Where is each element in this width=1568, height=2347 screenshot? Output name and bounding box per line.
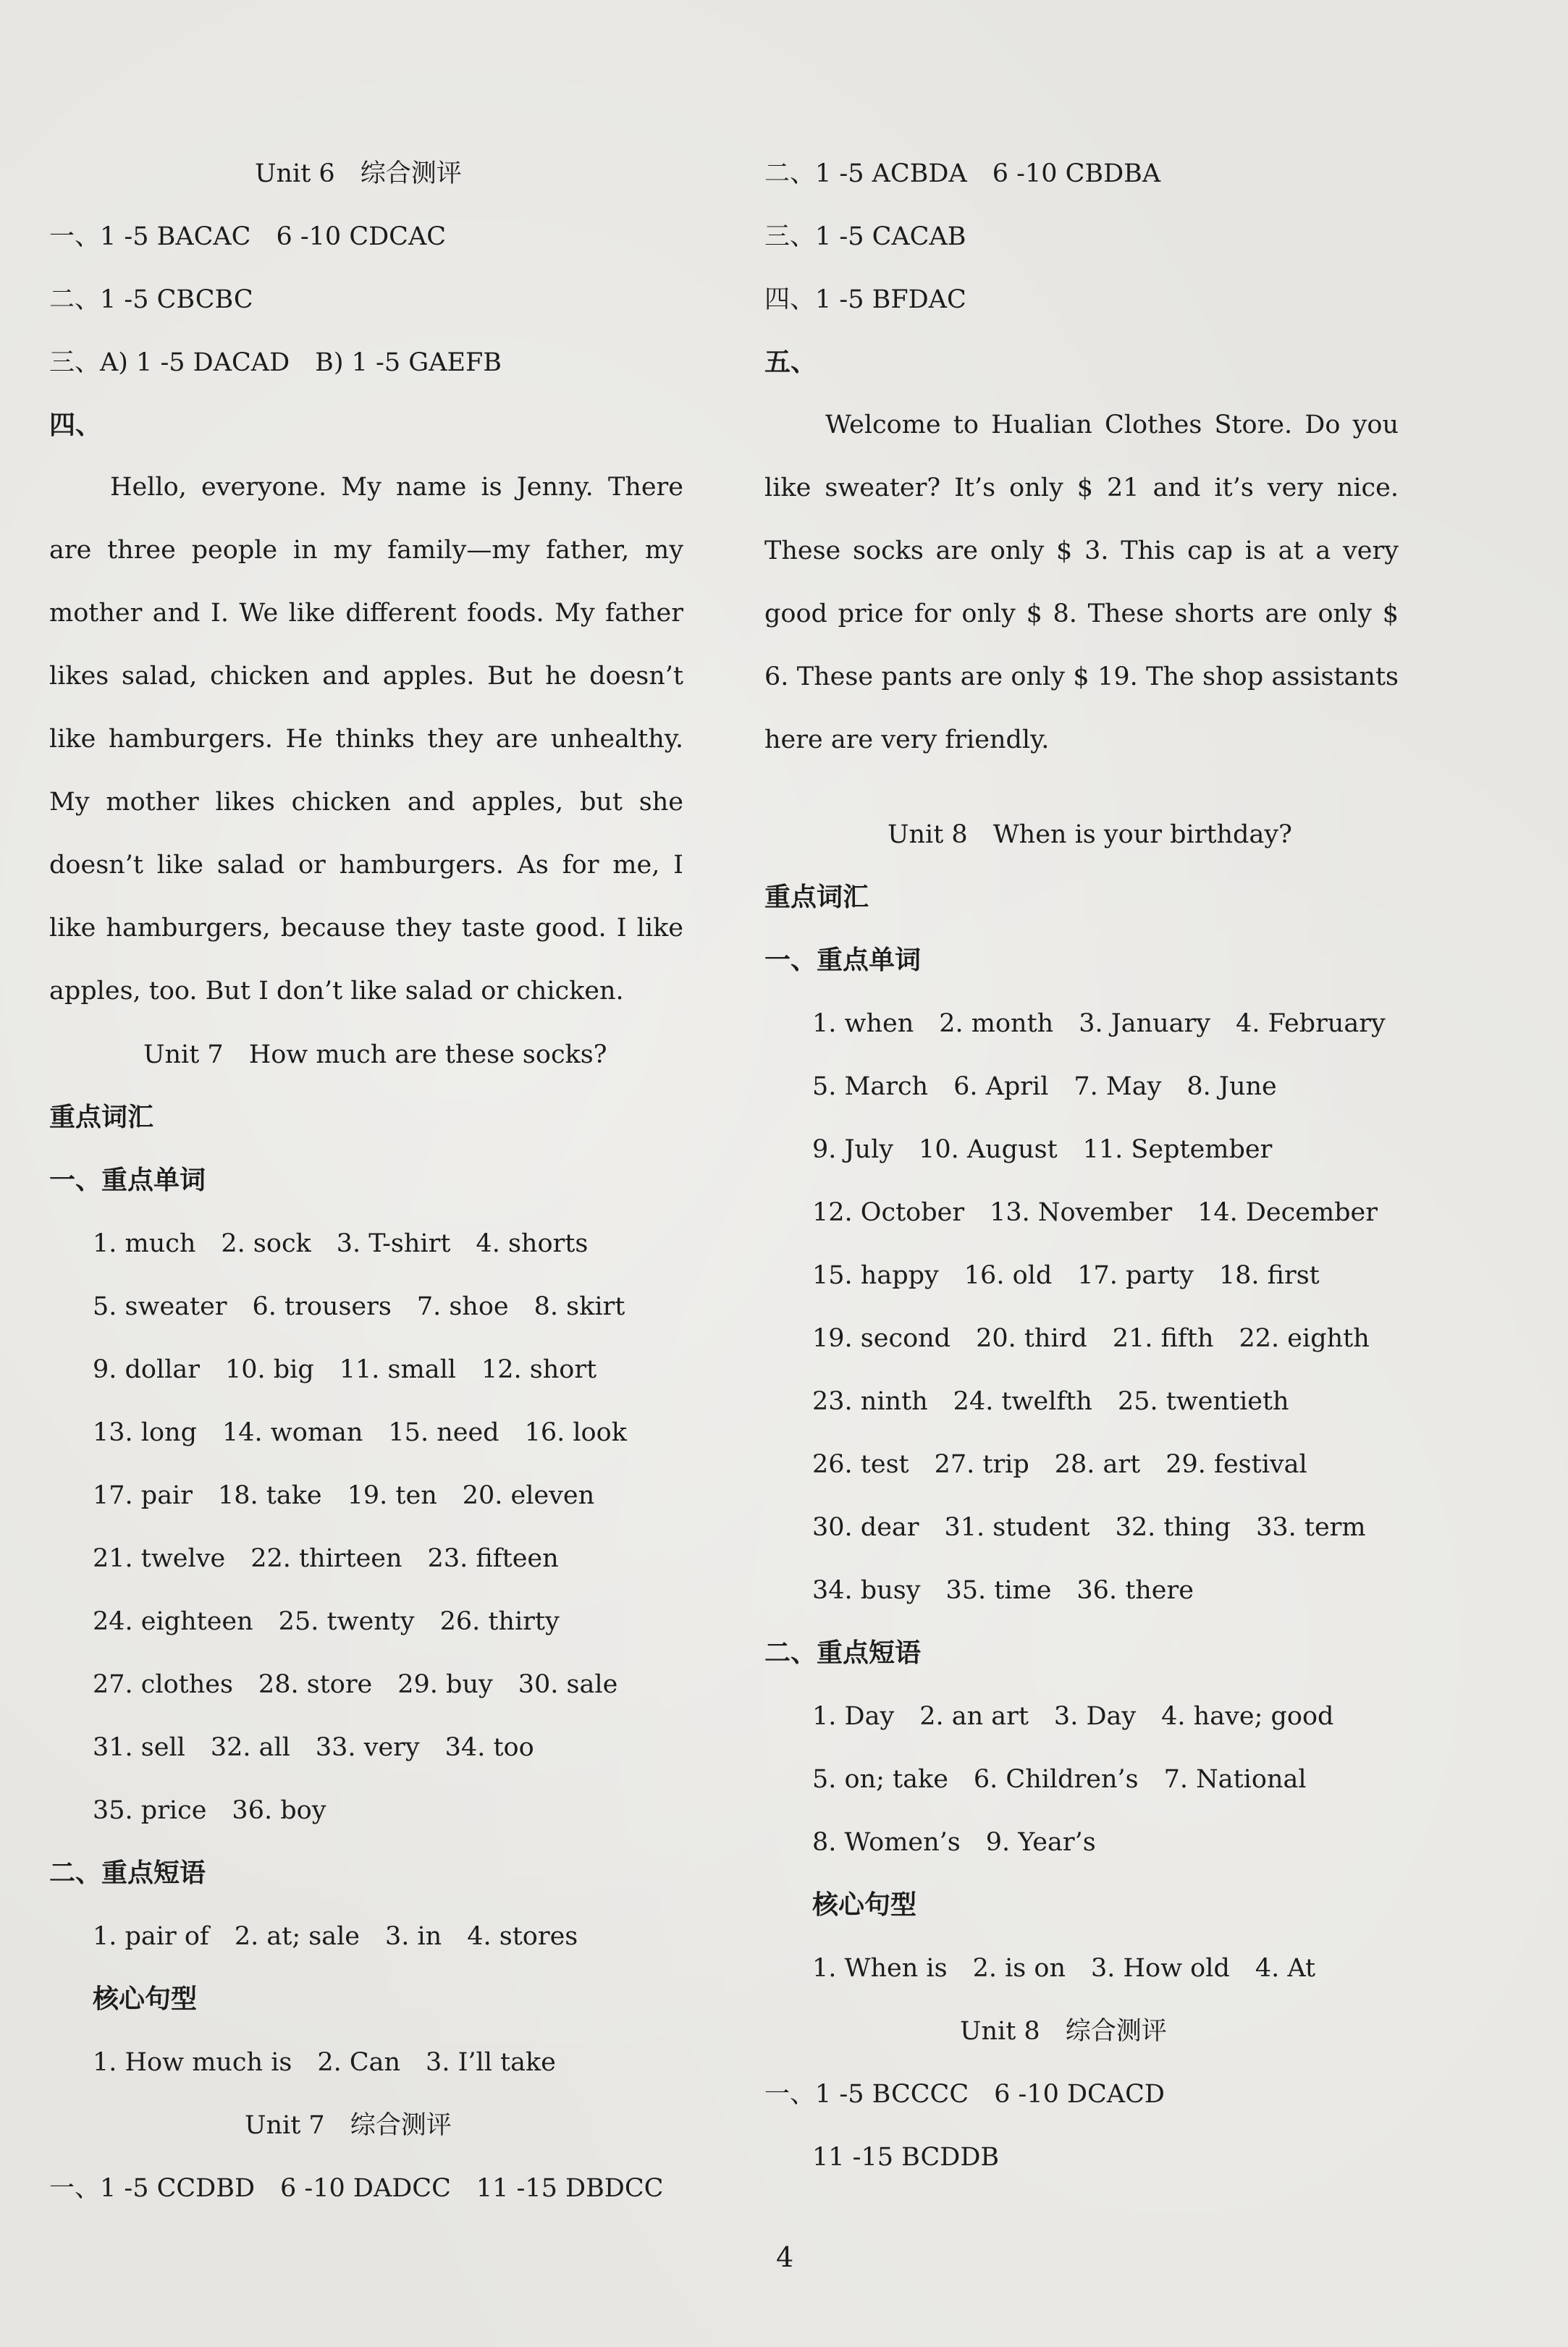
- unit6-part4-label: 四、: [49, 410, 102, 440]
- unit6-passage: [49, 456, 683, 1023]
- unit8-words-line: 26. test 27. trip 28. art 29. festival: [812, 1450, 1307, 1479]
- unit7-test-part5-label: 五、: [764, 347, 817, 377]
- unit8-words-line: 30. dear 31. student 32. thing 33. term: [812, 1513, 1366, 1542]
- unit7-test-part2: 二、1 -5 ACBDA 6 -10 CBDBA: [764, 159, 1161, 188]
- unit7-words-line: 1. much 2. sock 3. T-shirt 4. shorts: [93, 1229, 589, 1258]
- unit7-phrases: 1. pair of 2. at; sale 3. in 4. stores: [93, 1922, 578, 1951]
- unit7-core-sentences: 1. How much is 2. Can 3. I’ll take: [93, 2048, 556, 2077]
- unit8-words-line: 19. second 20. third 21. fifth 22. eighth: [812, 1324, 1370, 1353]
- unit7-test-part1: 一、1 -5 CCDBD 6 -10 DADCC 11 -15 DBDCC: [49, 2174, 664, 2203]
- unit7-words-line: 31. sell 32. all 33. very 34. too: [93, 1733, 534, 1762]
- unit8-phrases-line: 8. Women’s 9. Year’s: [812, 1828, 1096, 1857]
- unit8-words-line: 12. October 13. November 14. December: [812, 1198, 1378, 1227]
- unit7-words-line: 27. clothes 28. store 29. buy 30. sale: [93, 1670, 618, 1699]
- unit7-test-title: Unit 7 综合测评: [245, 2111, 452, 2140]
- unit7-phrases-heading: 二、重点短语: [49, 1858, 206, 1888]
- unit7-words-line: 35. price 36. boy: [93, 1796, 326, 1825]
- unit8-phrases-line: 5. on; take 6. Children’s 7. National: [812, 1765, 1307, 1794]
- unit8-test-part1-cont: 11 -15 BCDDB: [812, 2143, 1000, 2172]
- unit8-words-line: 23. ninth 24. twelfth 25. twentieth: [812, 1387, 1289, 1416]
- unit6-test-title: Unit 6 综合测评: [255, 159, 462, 188]
- unit8-words-line: 1. when 2. month 3. January 4. February: [812, 1009, 1386, 1038]
- page-number: 4: [776, 2241, 794, 2273]
- unit7-words-line: 24. eighteen 25. twenty 26. thirty: [93, 1607, 560, 1636]
- unit7-passage-text: Welcome to Hualian Clothes Store. Do you like sweater? It’s only $ 21 and it’s very nice. These socks are only $ 3. This cap is at a very good price for only $ 8. These shorts are only $ 6. These pants are only $ 19. The shop assistants here are very friendly.: [764, 410, 1399, 754]
- unit7-words-line: 9. dollar 10. big 11. small 12. short: [93, 1355, 597, 1384]
- unit8-phrases-line: 1. Day 2. an art 3. Day 4. have; good: [812, 1702, 1334, 1731]
- unit8-core-sentences: 1. When is 2. is on 3. How old 4. At: [812, 1954, 1316, 1983]
- unit6-part2-answers: 二、1 -5 CBCBC: [49, 285, 253, 314]
- unit6-part3-answers: 三、A) 1 -5 DACAD B) 1 -5 GAEFB: [49, 348, 502, 377]
- unit7-core-heading: 核心句型: [93, 1984, 198, 2014]
- unit7-test-part3: 三、1 -5 CACAB: [764, 222, 966, 251]
- unit8-words-line: 15. happy 16. old 17. party 18. first: [812, 1261, 1320, 1290]
- unit7-title: Unit 7 How much are these socks?: [143, 1040, 607, 1069]
- unit7-vocab-heading: 重点词汇: [49, 1103, 154, 1132]
- unit7-words-line: 13. long 14. woman 15. need 16. look: [93, 1418, 627, 1447]
- unit6-passage-text: Hello, everyone. My name is Jenny. There are three people in my family—my father, my mother and I. We like different foods. My father likes salad, chicken and apples. But he doesn’t like hamburgers. He thinks they are unhealthy. My mother likes chicken and apples, but she doesn’t like salad or hamburgers. As for me, I like hamburgers, because they taste good. I like apples, too. But I don’t like salad or chicken.: [49, 473, 683, 1006]
- unit7-words-line: 17. pair 18. take 19. ten 20. eleven: [93, 1481, 595, 1510]
- unit8-phrases-heading: 二、重点短语: [764, 1638, 922, 1668]
- unit8-test-title: Unit 8 综合测评: [960, 2017, 1167, 2046]
- unit8-vocab-heading: 重点词汇: [764, 882, 869, 912]
- unit7-words-line: 21. twelve 22. thirteen 23. fifteen: [93, 1544, 559, 1573]
- unit7-passage: [764, 394, 1399, 772]
- unit8-words-line: 34. busy 35. time 36. there: [812, 1576, 1194, 1605]
- unit7-words-line: 5. sweater 6. trousers 7. shoe 8. skirt: [93, 1292, 625, 1321]
- unit8-title: Unit 8 When is your birthday?: [888, 820, 1292, 849]
- unit8-test-part1: 一、1 -5 BCCCC 6 -10 DCACD: [764, 2080, 1165, 2109]
- unit8-core-heading: 核心句型: [812, 1890, 917, 1920]
- unit7-words-heading: 一、重点单词: [49, 1166, 206, 1195]
- unit8-words-line: 9. July 10. August 11. September: [812, 1135, 1273, 1164]
- unit8-words-line: 5. March 6. April 7. May 8. June: [812, 1072, 1277, 1101]
- unit7-test-part4: 四、1 -5 BFDAC: [764, 285, 966, 314]
- unit6-part1-answers: 一、1 -5 BACAC 6 -10 CDCAC: [49, 222, 447, 251]
- unit8-words-heading: 一、重点单词: [764, 945, 922, 975]
